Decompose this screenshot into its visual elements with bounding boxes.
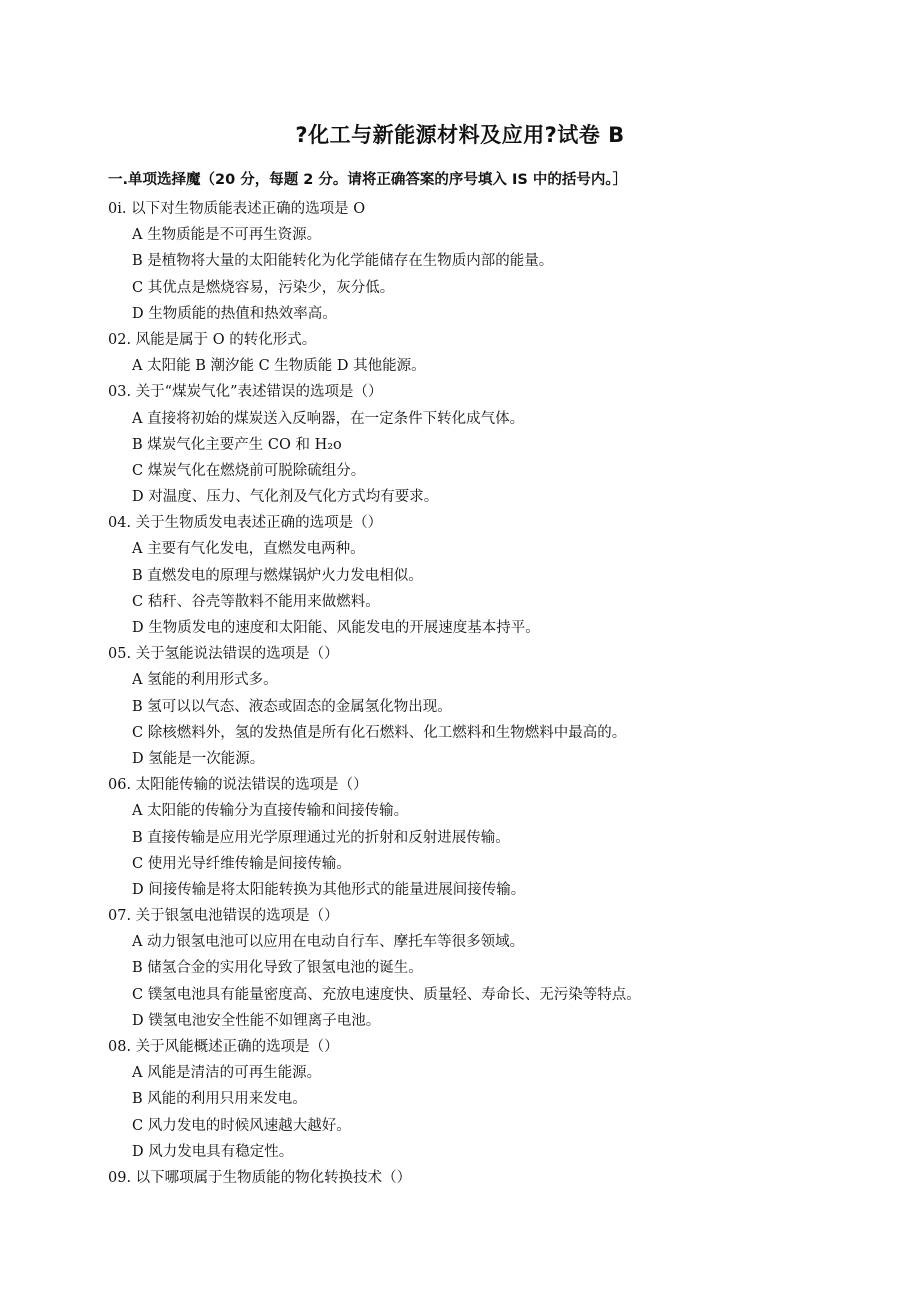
question-option: A 太阳能的传输分为直接传输和间接传输。 [132, 803, 409, 820]
question-option: C 秸秆、谷壳等散料不能用来做燃料。 [132, 593, 380, 610]
question-stem: 09. 以下哪项属于生物质能的物化转换技术（） [108, 1169, 412, 1186]
question-option: D 生物质能的热值和热效率高。 [132, 305, 337, 322]
question-option: C 除核燃料外，氢的发热值是所有化石燃料、化工燃料和生物燃料中最高的。 [132, 724, 627, 741]
question-stem: 08. 关于风能概述正确的选项是（） [108, 1039, 339, 1055]
question-option: D 风力发电具有稳定性。 [132, 1143, 294, 1160]
question-stem: 04. 关于生物质发电表述正确的选项是（） [108, 515, 383, 532]
question-stem: 03. 关于“煤炭气化”表述错误的选项是（） [108, 384, 383, 401]
question-option: A 氢能的利用形式多。 [132, 672, 278, 689]
question-option: A 主要有气化发电，直燃发电两种。 [132, 541, 365, 558]
question-list [108, 196, 868, 1191]
question-option: B 储氢合金的实用化导致了银氢电池的诞生。 [132, 960, 423, 977]
question-option: C 风力发电的时候风速越大越好。 [132, 1117, 351, 1134]
question-option: D 镤氢电池安全性能不如锂离子电池。 [132, 1012, 381, 1029]
question-option: D 对温度、压力、气化剂及气化方式均有要求。 [132, 489, 439, 506]
question-option: D 氢能是一次能源。 [132, 750, 265, 767]
question-option: A 太阳能 B 潮汐能 C 生物质能 D 其他能源。 [132, 358, 426, 375]
question-option: D 生物质发电的速度和太阳能、风能发电的开展速度基本持平。 [132, 620, 540, 636]
question-option: B 直接传输是应用光学原理通过光的折射和反射进展传输。 [132, 829, 510, 846]
question-option: B 氢可以以气态、液态或固态的金属氢化物出现。 [132, 698, 452, 715]
question-option: A 风能是清洁的可再生能源。 [132, 1065, 322, 1082]
question-option: C 使用光导纤维传输是间接传输。 [132, 855, 351, 872]
section-heading: 一.单项选择魔（20 分，每题 2 分。请将正确答案的序号填入 IS 中的括号内。］ [108, 172, 628, 188]
question-option: A 动力银氢电池可以应用在电动自行车、摩托车等很多领域。 [132, 934, 525, 951]
question-stem: 05. 关于氢能说法错误的选项是（） [108, 646, 339, 663]
question-stem: 07. 关于银氢电池错误的选项是（） [108, 908, 339, 925]
question-option: B 直燃发电的原理与燃煤锅炉火力发电相似。 [132, 567, 423, 584]
question-option: B 是植物将大量的太阳能转化为化学能储存在生物质内部的能量。 [132, 253, 554, 270]
question-option: A 生物质能是不可再生资源。 [132, 227, 322, 244]
question-option: A 直接将初始的煤炭送入反响器，在一定条件下转化成气体。 [132, 410, 525, 427]
page-title: ?化工与新能源材料及应用?试卷 B [295, 123, 625, 147]
question-stem: 02. 风能是属于 O 的转化形式。 [108, 331, 317, 348]
question-option: D 间接传输是将太阳能转换为其他形式的能量进展间接传输。 [132, 881, 526, 898]
question-option: B 煤炭气化主要产生 CO 和 H₂o [132, 436, 342, 453]
question-option: C 煤炭气化在燃烧前可脱除硫组分。 [132, 462, 366, 479]
question-option: C 其优点是燃烧容易，污染少，灰分低。 [132, 279, 395, 296]
question-stem: 0i. 以下对生物质能表述正确的选项是 O [108, 201, 366, 217]
question-option: C 镤氢电池具有能量密度高、充放电速度快、质量轻、寿命长、无污染等特点。 [132, 986, 641, 1003]
question-option: B 风能的利用只用来发电。 [132, 1091, 307, 1108]
question-stem: 06. 太阳能传输的说法错误的选项是（） [108, 777, 368, 794]
